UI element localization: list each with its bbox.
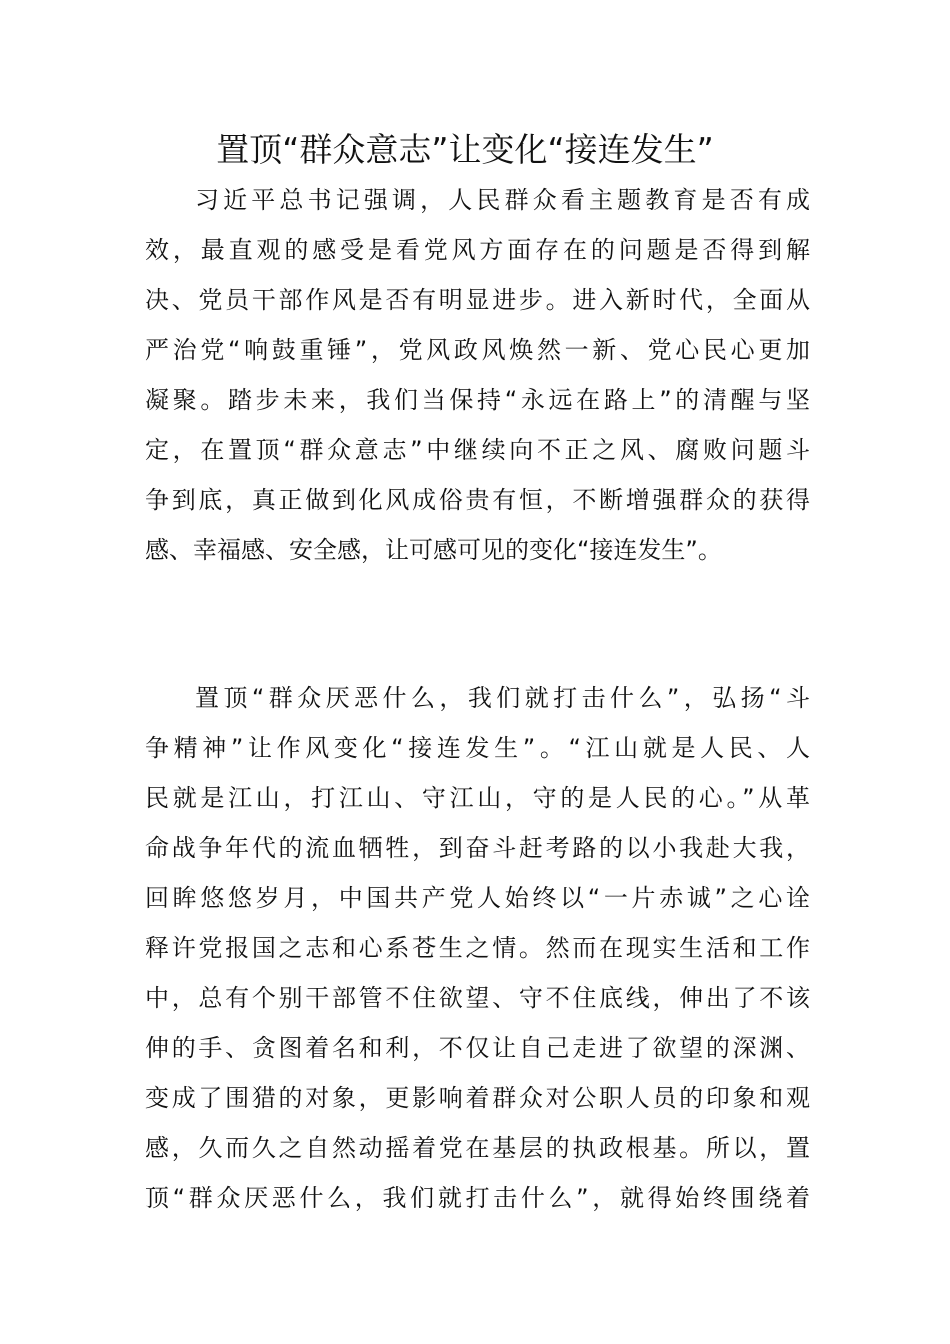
paragraph-line: 释许党报国之志和心系苍生之情。然而在现实生活和工作 <box>145 934 810 962</box>
paragraph-line: 变成了围猎的对象，更影响着群众对公职人员的印象和观 <box>145 1084 810 1112</box>
paragraph-line: 命战争年代的流血牺牲，到奋斗赶考路的以小我赴大我， <box>145 834 810 862</box>
paragraph-line: 决、党员干部作风是否有明显进步。进入新时代，全面从 <box>145 286 810 314</box>
paragraph-line: 民就是江山，打江山、守江山，守的是人民的心。”从革 <box>145 784 810 812</box>
document-title: 置顶“群众意志”让变化“接连发生” <box>216 130 714 169</box>
paragraph-line: 争精神”让作风变化“接连发生”。“江山就是人民、人 <box>145 734 810 762</box>
paragraph-line: 回眸悠悠岁月，中国共产党人始终以“一片赤诚”之心诠 <box>145 884 810 912</box>
paragraph-line: 效，最直观的感受是看党风方面存在的问题是否得到解 <box>145 236 810 264</box>
paragraph-line: 凝聚。踏步未来，我们当保持“永远在路上”的清醒与坚 <box>145 386 810 414</box>
paragraph-line: 严治党“响鼓重锤”，党风政风焕然一新、党心民心更加 <box>145 336 810 364</box>
paragraph-line: 争到底，真正做到化风成俗贵有恒，不断增强群众的获得 <box>145 486 810 514</box>
paragraph-line: 习近平总书记强调，人民群众看主题教育是否有成 <box>195 186 810 214</box>
paragraph-line: 置顶“群众厌恶什么，我们就打击什么”，弘扬“斗 <box>195 684 810 712</box>
paragraph-line: 顶“群众厌恶什么，我们就打击什么”，就得始终围绕着 <box>145 1184 810 1212</box>
paragraph-line: 感，久而久之自然动摇着党在基层的执政根基。所以，置 <box>145 1134 810 1162</box>
paragraph-line: 中，总有个别干部管不住欲望、守不住底线，伸出了不该 <box>145 984 810 1012</box>
paragraph-line: 感、幸福感、安全感，让可感可见的变化“接连发生”。 <box>145 536 722 564</box>
paragraph-line: 定，在置顶“群众意志”中继续向不正之风、腐败问题斗 <box>145 436 810 464</box>
paragraph-line: 伸的手、贪图着名和利，不仅让自己走进了欲望的深渊、 <box>145 1034 810 1062</box>
